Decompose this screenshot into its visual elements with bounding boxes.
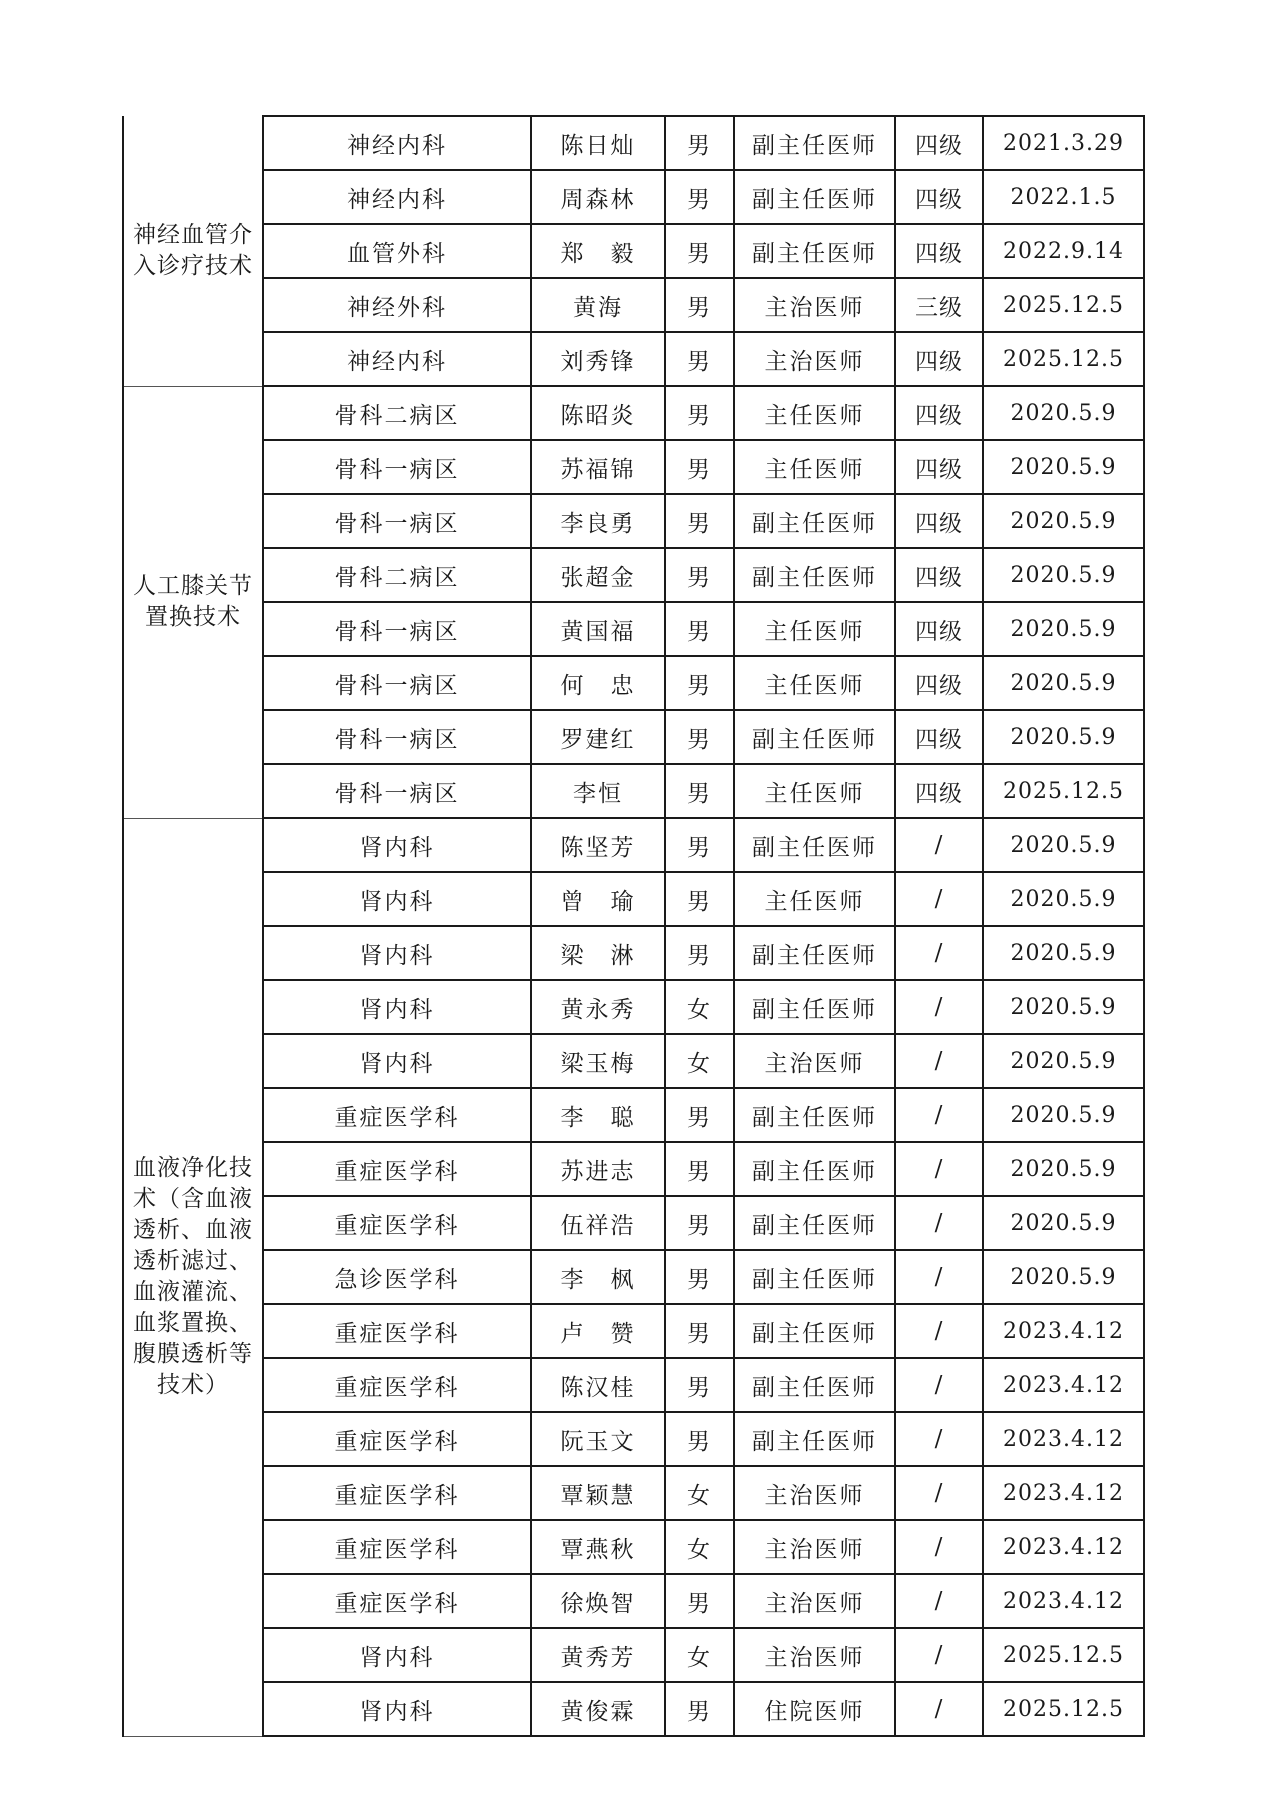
- table-row: [123, 440, 1144, 494]
- doctor-name-cell: 黄海: [531, 278, 665, 332]
- doctor-name-cell: 罗建红: [531, 710, 665, 764]
- table-row: [123, 980, 1144, 1034]
- grade-cell: 四级: [895, 440, 983, 494]
- gender-cell: 男: [665, 764, 734, 818]
- authorization-date-cell: 2023.4.12: [983, 1466, 1144, 1520]
- authorization-date-cell: 2020.5.9: [983, 1088, 1144, 1142]
- professional-title-cell: 主任医师: [734, 656, 895, 710]
- doctor-name-cell: 陈汉桂: [531, 1358, 665, 1412]
- grade-cell: /: [895, 1574, 983, 1628]
- grade-cell: 三级: [895, 278, 983, 332]
- professional-title-cell: 副主任医师: [734, 1412, 895, 1466]
- doctor-name-cell: 覃燕秋: [531, 1520, 665, 1574]
- doctor-name-cell: 刘秀锋: [531, 332, 665, 386]
- grade-cell: /: [895, 1412, 983, 1466]
- gender-cell: 男: [665, 278, 734, 332]
- department-cell: 重症医学科: [263, 1466, 531, 1520]
- professional-title-cell: 住院医师: [734, 1682, 895, 1736]
- table-row: [123, 818, 1144, 872]
- gender-cell: 男: [665, 1358, 734, 1412]
- gender-cell: 女: [665, 1034, 734, 1088]
- doctor-name-cell: 覃颖慧: [531, 1466, 665, 1520]
- authorization-date-cell: 2020.5.9: [983, 980, 1144, 1034]
- professional-title-cell: 副主任医师: [734, 170, 895, 224]
- table-row: [123, 1250, 1144, 1304]
- table-row: [123, 1520, 1144, 1574]
- department-cell: 血管外科: [263, 224, 531, 278]
- professional-title-cell: 主治医师: [734, 1520, 895, 1574]
- table-row: [123, 170, 1144, 224]
- doctor-name-cell: 黄永秀: [531, 980, 665, 1034]
- grade-cell: 四级: [895, 170, 983, 224]
- table-row: [123, 1088, 1144, 1142]
- department-cell: 骨科一病区: [263, 710, 531, 764]
- doctor-name-cell: 曾 瑜: [531, 872, 665, 926]
- professional-title-cell: 副主任医师: [734, 1358, 895, 1412]
- technology-group-cell: 血液净化技术（含血液透析、血液透析滤过、血液灌流、血浆置换、腹膜透析等技术）: [123, 818, 263, 1736]
- authorization-date-cell: 2025.12.5: [983, 332, 1144, 386]
- grade-cell: /: [895, 926, 983, 980]
- doctor-name-cell: 陈昭炎: [531, 386, 665, 440]
- gender-cell: 男: [665, 818, 734, 872]
- professional-title-cell: 主治医师: [734, 1628, 895, 1682]
- gender-cell: 男: [665, 1304, 734, 1358]
- doctor-name-cell: 黄国福: [531, 602, 665, 656]
- authorization-date-cell: 2021.3.29: [983, 116, 1144, 170]
- gender-cell: 男: [665, 224, 734, 278]
- professional-title-cell: 主任医师: [734, 386, 895, 440]
- table-row: [123, 1034, 1144, 1088]
- grade-cell: /: [895, 1682, 983, 1736]
- gender-cell: 男: [665, 440, 734, 494]
- doctor-name-cell: 黄秀芳: [531, 1628, 665, 1682]
- department-cell: 骨科一病区: [263, 494, 531, 548]
- department-cell: 骨科二病区: [263, 548, 531, 602]
- gender-cell: 男: [665, 386, 734, 440]
- department-cell: 神经内科: [263, 332, 531, 386]
- table-row: [123, 1574, 1144, 1628]
- department-cell: 肾内科: [263, 926, 531, 980]
- doctor-name-cell: 李 枫: [531, 1250, 665, 1304]
- gender-cell: 男: [665, 1142, 734, 1196]
- gender-cell: 男: [665, 1196, 734, 1250]
- grade-cell: 四级: [895, 710, 983, 764]
- doctor-name-cell: 徐焕智: [531, 1574, 665, 1628]
- authorization-date-cell: 2020.5.9: [983, 872, 1144, 926]
- authorization-date-cell: 2025.12.5: [983, 1628, 1144, 1682]
- professional-title-cell: 副主任医师: [734, 116, 895, 170]
- authorization-date-cell: 2022.9.14: [983, 224, 1144, 278]
- department-cell: 神经内科: [263, 116, 531, 170]
- grade-cell: 四级: [895, 494, 983, 548]
- department-cell: 肾内科: [263, 872, 531, 926]
- professional-title-cell: 副主任医师: [734, 1250, 895, 1304]
- table-row: [123, 602, 1144, 656]
- department-cell: 骨科一病区: [263, 656, 531, 710]
- doctor-name-cell: 李良勇: [531, 494, 665, 548]
- gender-cell: 男: [665, 548, 734, 602]
- table-row: [123, 548, 1144, 602]
- professional-title-cell: 副主任医师: [734, 224, 895, 278]
- professional-title-cell: 主治医师: [734, 1034, 895, 1088]
- grade-cell: /: [895, 818, 983, 872]
- professional-title-cell: 主任医师: [734, 602, 895, 656]
- technology-group-cell: 人工膝关节置换技术: [123, 386, 263, 818]
- table-row: [123, 926, 1144, 980]
- doctor-authorization-table: [122, 115, 1145, 1737]
- doctor-name-cell: 李恒: [531, 764, 665, 818]
- professional-title-cell: 主治医师: [734, 1574, 895, 1628]
- authorization-date-cell: 2020.5.9: [983, 386, 1144, 440]
- authorization-date-cell: 2022.1.5: [983, 170, 1144, 224]
- doctor-name-cell: 黄俊霖: [531, 1682, 665, 1736]
- doctor-name-cell: 郑 毅: [531, 224, 665, 278]
- professional-title-cell: 副主任医师: [734, 710, 895, 764]
- gender-cell: 男: [665, 1250, 734, 1304]
- grade-cell: 四级: [895, 224, 983, 278]
- professional-title-cell: 副主任医师: [734, 1142, 895, 1196]
- grade-cell: 四级: [895, 656, 983, 710]
- table-row: [123, 1304, 1144, 1358]
- grade-cell: /: [895, 1358, 983, 1412]
- authorization-date-cell: 2023.4.12: [983, 1304, 1144, 1358]
- department-cell: 重症医学科: [263, 1412, 531, 1466]
- gender-cell: 男: [665, 1574, 734, 1628]
- grade-cell: /: [895, 1250, 983, 1304]
- gender-cell: 男: [665, 494, 734, 548]
- authorization-date-cell: 2020.5.9: [983, 1250, 1144, 1304]
- doctor-name-cell: 张超金: [531, 548, 665, 602]
- gender-cell: 男: [665, 926, 734, 980]
- authorization-date-cell: 2023.4.12: [983, 1520, 1144, 1574]
- authorization-date-cell: 2020.5.9: [983, 440, 1144, 494]
- doctor-name-cell: 李 聪: [531, 1088, 665, 1142]
- professional-title-cell: 副主任医师: [734, 926, 895, 980]
- department-cell: 重症医学科: [263, 1574, 531, 1628]
- doctor-name-cell: 陈坚芳: [531, 818, 665, 872]
- table-row: [123, 764, 1144, 818]
- doctor-name-cell: 周森林: [531, 170, 665, 224]
- table-row: [123, 656, 1144, 710]
- table-row: [123, 872, 1144, 926]
- doctor-name-cell: 卢 赞: [531, 1304, 665, 1358]
- department-cell: 肾内科: [263, 818, 531, 872]
- doctor-name-cell: 苏进志: [531, 1142, 665, 1196]
- table-row: [123, 224, 1144, 278]
- authorization-date-cell: 2020.5.9: [983, 710, 1144, 764]
- technology-group-cell: 神经血管介入诊疗技术: [123, 116, 263, 386]
- table-row: [123, 278, 1144, 332]
- table-row: [123, 1196, 1144, 1250]
- professional-title-cell: 副主任医师: [734, 494, 895, 548]
- grade-cell: /: [895, 1304, 983, 1358]
- professional-title-cell: 主治医师: [734, 332, 895, 386]
- grade-cell: /: [895, 1466, 983, 1520]
- professional-title-cell: 主任医师: [734, 440, 895, 494]
- gender-cell: 男: [665, 1682, 734, 1736]
- table-row: [123, 116, 1144, 170]
- table-row: [123, 1466, 1144, 1520]
- table-row: [123, 386, 1144, 440]
- grade-cell: 四级: [895, 548, 983, 602]
- department-cell: 重症医学科: [263, 1304, 531, 1358]
- authorization-date-cell: 2020.5.9: [983, 818, 1144, 872]
- authorization-date-cell: 2020.5.9: [983, 1196, 1144, 1250]
- professional-title-cell: 副主任医师: [734, 1088, 895, 1142]
- doctor-name-cell: 何 忠: [531, 656, 665, 710]
- professional-title-cell: 主任医师: [734, 764, 895, 818]
- gender-cell: 男: [665, 170, 734, 224]
- authorization-date-cell: 2020.5.9: [983, 548, 1144, 602]
- authorization-date-cell: 2020.5.9: [983, 926, 1144, 980]
- authorization-date-cell: 2020.5.9: [983, 602, 1144, 656]
- doctor-name-cell: 伍祥浩: [531, 1196, 665, 1250]
- grade-cell: /: [895, 980, 983, 1034]
- authorization-date-cell: 2023.4.12: [983, 1412, 1144, 1466]
- grade-cell: /: [895, 1628, 983, 1682]
- gender-cell: 男: [665, 1088, 734, 1142]
- gender-cell: 男: [665, 602, 734, 656]
- department-cell: 肾内科: [263, 1628, 531, 1682]
- department-cell: 肾内科: [263, 980, 531, 1034]
- table-row: [123, 494, 1144, 548]
- gender-cell: 男: [665, 872, 734, 926]
- grade-cell: /: [895, 1142, 983, 1196]
- department-cell: 重症医学科: [263, 1520, 531, 1574]
- grade-cell: 四级: [895, 764, 983, 818]
- gender-cell: 男: [665, 656, 734, 710]
- doctor-name-cell: 苏福锦: [531, 440, 665, 494]
- department-cell: 骨科一病区: [263, 602, 531, 656]
- authorization-date-cell: 2025.12.5: [983, 1682, 1144, 1736]
- department-cell: 骨科二病区: [263, 386, 531, 440]
- grade-cell: 四级: [895, 332, 983, 386]
- department-cell: 骨科一病区: [263, 764, 531, 818]
- professional-title-cell: 副主任医师: [734, 980, 895, 1034]
- table-row: [123, 1682, 1144, 1736]
- gender-cell: 女: [665, 1466, 734, 1520]
- department-cell: 骨科一病区: [263, 440, 531, 494]
- gender-cell: 女: [665, 1520, 734, 1574]
- authorization-date-cell: 2025.12.5: [983, 764, 1144, 818]
- professional-title-cell: 副主任医师: [734, 818, 895, 872]
- grade-cell: 四级: [895, 386, 983, 440]
- department-cell: 神经内科: [263, 170, 531, 224]
- gender-cell: 女: [665, 980, 734, 1034]
- authorization-date-cell: 2023.4.12: [983, 1358, 1144, 1412]
- authorization-date-cell: 2020.5.9: [983, 494, 1144, 548]
- professional-title-cell: 副主任医师: [734, 548, 895, 602]
- department-cell: 肾内科: [263, 1034, 531, 1088]
- doctor-name-cell: 梁 淋: [531, 926, 665, 980]
- table-row: [123, 1142, 1144, 1196]
- gender-cell: 男: [665, 1412, 734, 1466]
- professional-title-cell: 主任医师: [734, 872, 895, 926]
- grade-cell: /: [895, 1034, 983, 1088]
- grade-cell: /: [895, 1196, 983, 1250]
- grade-cell: 四级: [895, 602, 983, 656]
- gender-cell: 男: [665, 332, 734, 386]
- authorization-date-cell: 2020.5.9: [983, 1034, 1144, 1088]
- department-cell: 重症医学科: [263, 1196, 531, 1250]
- table-row: [123, 1628, 1144, 1682]
- department-cell: 急诊医学科: [263, 1250, 531, 1304]
- department-cell: 神经外科: [263, 278, 531, 332]
- gender-cell: 女: [665, 1628, 734, 1682]
- department-cell: 重症医学科: [263, 1358, 531, 1412]
- authorization-date-cell: 2023.4.12: [983, 1574, 1144, 1628]
- professional-title-cell: 副主任医师: [734, 1304, 895, 1358]
- department-cell: 重症医学科: [263, 1088, 531, 1142]
- professional-title-cell: 主治医师: [734, 1466, 895, 1520]
- authorization-date-cell: 2025.12.5: [983, 278, 1144, 332]
- doctor-name-cell: 阮玉文: [531, 1412, 665, 1466]
- table-body: [123, 116, 1144, 1736]
- grade-cell: /: [895, 1088, 983, 1142]
- authorization-date-cell: 2020.5.9: [983, 656, 1144, 710]
- gender-cell: 男: [665, 710, 734, 764]
- grade-cell: /: [895, 872, 983, 926]
- table-row: [123, 332, 1144, 386]
- department-cell: 重症医学科: [263, 1142, 531, 1196]
- gender-cell: 男: [665, 116, 734, 170]
- table-row: [123, 710, 1144, 764]
- grade-cell: /: [895, 1520, 983, 1574]
- department-cell: 肾内科: [263, 1682, 531, 1736]
- doctor-name-cell: 梁玉梅: [531, 1034, 665, 1088]
- professional-title-cell: 主治医师: [734, 278, 895, 332]
- authorization-date-cell: 2020.5.9: [983, 1142, 1144, 1196]
- grade-cell: 四级: [895, 116, 983, 170]
- professional-title-cell: 副主任医师: [734, 1196, 895, 1250]
- table-row: [123, 1412, 1144, 1466]
- table-row: [123, 1358, 1144, 1412]
- doctor-name-cell: 陈日灿: [531, 116, 665, 170]
